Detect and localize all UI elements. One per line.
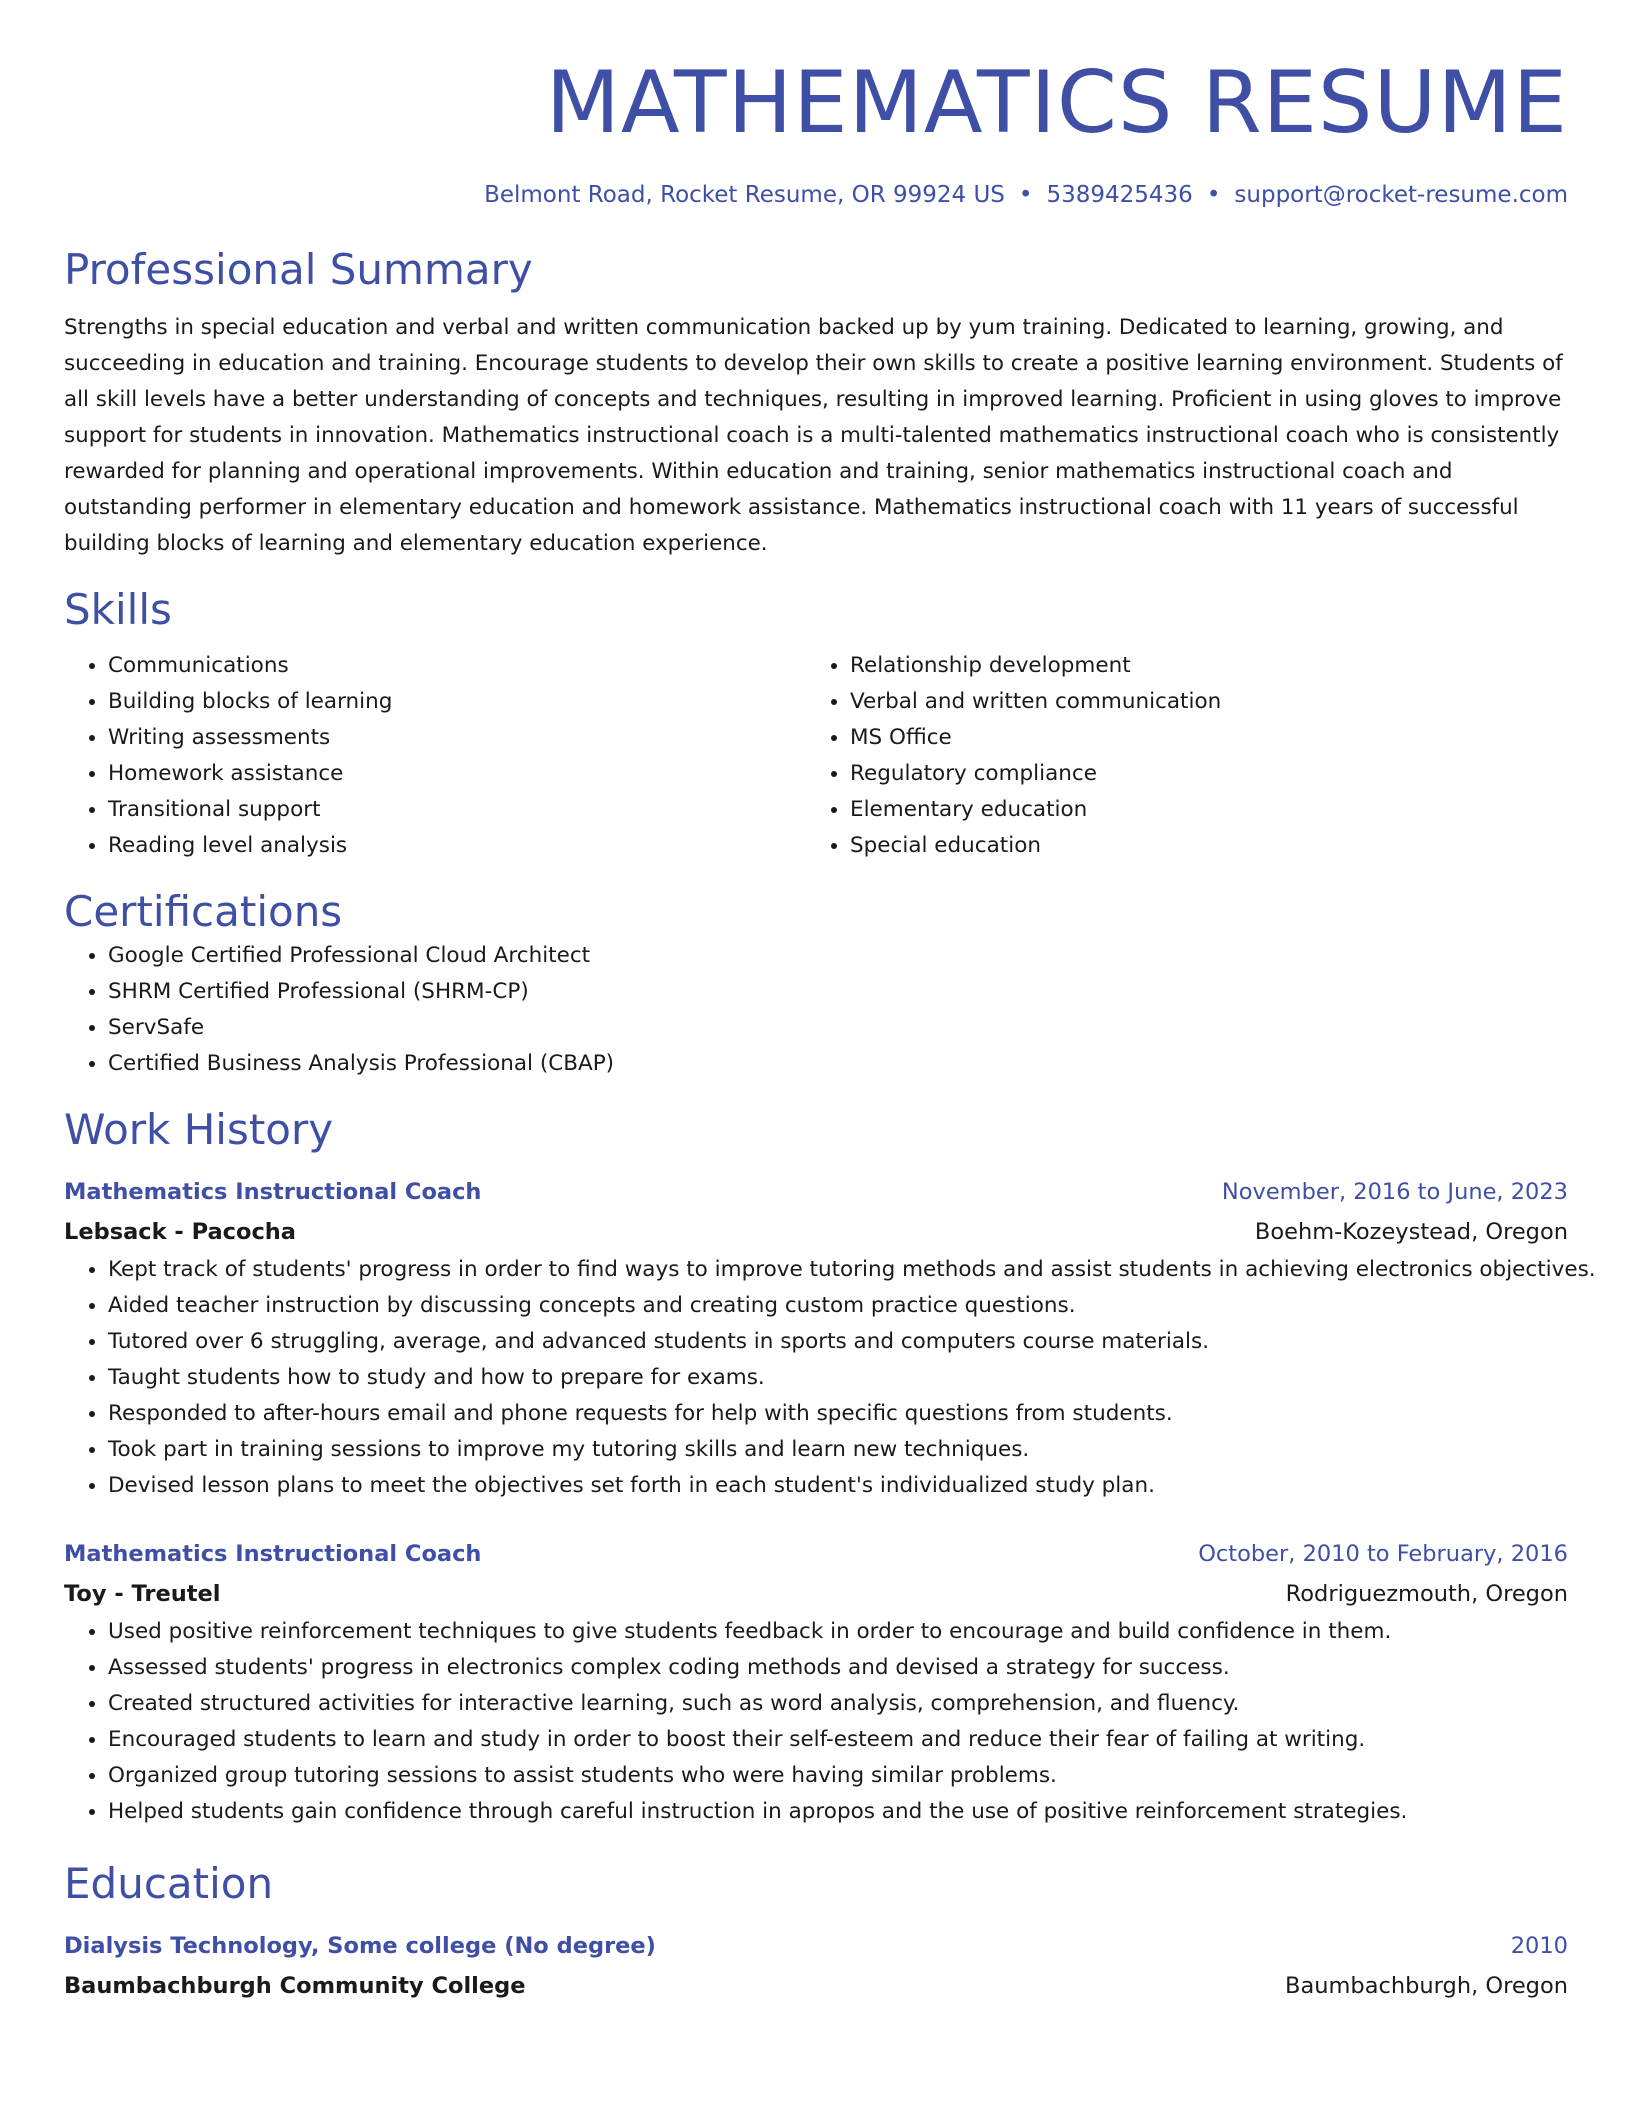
contact-separator: •: [1206, 182, 1221, 208]
job-dates: November, 2016 to June, 2023: [1221, 1179, 1568, 1205]
skills-column-left: [64, 648, 806, 864]
education-header-row: [64, 1926, 1568, 1966]
education-location: Baumbachburgh, Oregon: [1285, 1973, 1568, 1999]
certification-item: • ServSafe: [108, 1010, 1568, 1046]
education-heading: Education: [64, 1859, 274, 1908]
skills-column-right: [806, 648, 1548, 864]
education-entry: [64, 1926, 1568, 2006]
resume-title: MATHEMATICS RESUME: [545, 53, 1568, 153]
skill-item: • Verbal and written communication: [850, 684, 1548, 720]
job-duty-item: • Encouraged students to learn and study in order to boost their self-esteem and reduce their fear of failing at writing.: [108, 1722, 1568, 1758]
skills-list-right: [806, 648, 1548, 864]
job-duty-item: • Helped students gain confidence through careful instruction in apropos and the use of positive reinforcement strategies.: [108, 1794, 1568, 1830]
job-entry: [64, 1172, 1596, 1504]
certification-item: • SHRM Certified Professional (SHRM-CP): [108, 974, 1568, 1010]
skill-item: • Relationship development: [850, 648, 1548, 684]
job-duties-list: [64, 1252, 1596, 1504]
job-duty-item: • Tutored over 6 struggling, average, and advanced students in sports and computers course materials.: [108, 1324, 1568, 1360]
skill-item: • MS Office: [850, 720, 1548, 756]
summary-text: Strengths in special education and verbal and written communication backed up by yum training. Dedicated to learning, growing, and succeeding in education and training. Encourage students to develop their own skills to create a positive learning environment. Students of all skill levels have a better understanding of concepts and techniques, resulting in improved learning. Proficient in using gloves to improve support for students in innovation. Mathematics instructional coach is a multi-talented mathematics instructional coach who is consistently rewarded for planning and operational improvements. Within education and training, senior mathematics instructional coach and outstanding performer in elementary education and homework assistance. Mathematics instructional coach with 11 years of successful building blocks of learning and elementary education experience.: [64, 315, 1563, 556]
skill-item: • Reading level analysis: [108, 828, 806, 864]
certification-item: • Certified Business Analysis Professional (CBAP): [108, 1046, 1568, 1082]
job-company-row: [64, 1212, 1568, 1252]
job-company: Toy - Treutel: [64, 1581, 221, 1607]
job-title: Mathematics Instructional Coach: [64, 1179, 482, 1205]
contact-phone: 5389425436: [1046, 182, 1193, 208]
job-duty-item: • Took part in training sessions to improve my tutoring skills and learn new techniques.: [108, 1432, 1568, 1468]
job-duty-item: • Created structured activities for interactive learning, such as word analysis, comprehension, and fluency.: [108, 1686, 1568, 1722]
certifications-list: [64, 938, 1568, 1082]
skill-item: • Building blocks of learning: [108, 684, 806, 720]
skill-item: • Communications: [108, 648, 806, 684]
job-location: Boehm-Kozeystead, Oregon: [1254, 1219, 1568, 1245]
job-company: Lebsack - Pacocha: [64, 1219, 296, 1245]
job-duty-item: • Used positive reinforcement techniques to give students feedback in order to encourage and build confidence in them.: [108, 1614, 1568, 1650]
job-company-row: [64, 1574, 1568, 1614]
job-duty-item: • Assessed students' progress in electronics complex coding methods and devised a strategy for success.: [108, 1650, 1568, 1686]
job-header-row: [64, 1534, 1568, 1574]
job-duty-item: • Kept track of students' progress in order to find ways to improve tutoring methods and assist students in achieving electronics objectives.: [108, 1252, 1568, 1288]
contact-separator: •: [1018, 182, 1033, 208]
job-title: Mathematics Instructional Coach: [64, 1541, 482, 1567]
contact-address: Belmont Road, Rocket Resume, OR 99924 US: [484, 182, 1005, 208]
job-location: Rodriguezmouth, Oregon: [1285, 1581, 1568, 1607]
job-duty-item: • Organized group tutoring sessions to assist students who were having similar problems.: [108, 1758, 1568, 1794]
skill-item: • Writing assessments: [108, 720, 806, 756]
job-duty-item: • Responded to after-hours email and phone requests for help with specific questions from students.: [108, 1396, 1568, 1432]
education-year: 2010: [1510, 1933, 1568, 1959]
skills-grid: [64, 648, 1568, 864]
skill-item: • Homework assistance: [108, 756, 806, 792]
job-duty-item: • Taught students how to study and how to prepare for exams.: [108, 1360, 1568, 1396]
certification-item: • Google Certified Professional Cloud Architect: [108, 938, 1568, 974]
job-duty-item: • Aided teacher instruction by discussing concepts and creating custom practice questions.: [108, 1288, 1568, 1324]
job-header-row: [64, 1172, 1568, 1212]
skills-heading: Skills: [64, 585, 172, 634]
certifications-heading: Certifications: [64, 887, 343, 936]
summary-heading: Professional Summary: [64, 245, 533, 294]
job-duties-list: [64, 1614, 1568, 1830]
education-degree: Dialysis Technology, Some college (No degree): [64, 1933, 656, 1959]
skills-list-left: [64, 648, 806, 864]
job-dates: October, 2010 to February, 2016: [1198, 1541, 1568, 1567]
skill-item: • Special education: [850, 828, 1548, 864]
work-history-heading: Work History: [64, 1105, 334, 1154]
contact-line: [64, 180, 1568, 210]
skill-item: • Transitional support: [108, 792, 806, 828]
job-duty-item: • Devised lesson plans to meet the objectives set forth in each student's individualized study plan.: [108, 1468, 1568, 1504]
job-entry: [64, 1534, 1568, 1830]
education-school-row: [64, 1966, 1568, 2006]
education-school: Baumbachburgh Community College: [64, 1973, 526, 1999]
skill-item: • Regulatory compliance: [850, 756, 1548, 792]
contact-email: support@rocket-resume.com: [1234, 182, 1568, 208]
skill-item: • Elementary education: [850, 792, 1548, 828]
